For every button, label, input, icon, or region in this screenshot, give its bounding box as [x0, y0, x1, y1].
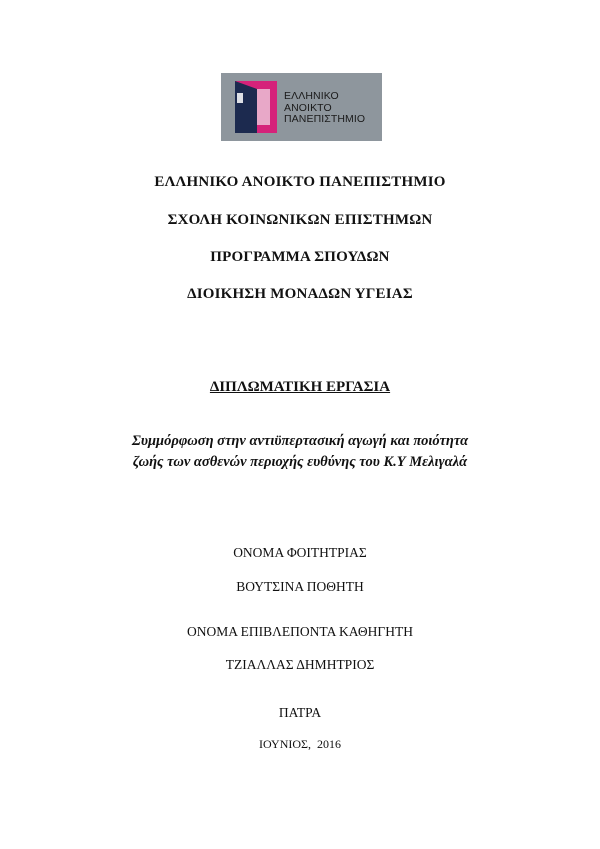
- logo-line-2: ΑΝΟΙΚΤΟ: [284, 101, 332, 114]
- supervisor-label: ΟΝΟΜΑ ΕΠΙΒΛΕΠΟΝΤΑ ΚΑΘΗΓΗΤΗ: [187, 624, 413, 639]
- logo-text: [284, 91, 365, 126]
- university-logo: [221, 73, 382, 141]
- university-name: ΕΛΛΗΝΙΚΟ ΑΝΟΙΚΤΟ ΠΑΝΕΠΙΣΤΗΜΙΟ: [154, 174, 446, 190]
- student-name: ΒΟΥΤΣΙΝΑ ΠΟΘΗΤΗ: [236, 579, 364, 594]
- school-name: ΣΧΟΛΗ ΚΟΙΝΩΝΙΚΩΝ ΕΠΙΣΤΗΜΩΝ: [167, 212, 433, 228]
- date: ΙΟΥΝΙΟΣ, 2016: [258, 737, 342, 751]
- program-field: ΔΙΟΙΚΗΣΗ ΜΟΝΑΔΩΝ ΥΓΕΙΑΣ: [187, 286, 413, 302]
- thesis-label: ΔΙΠΛΩΜΑΤΙΚΗ ΕΡΓΑΣΙΑ: [209, 379, 391, 395]
- logo-line-3: ΠΑΝΕΠΙΣΤΗΜΙΟ: [284, 113, 366, 125]
- supervisor-name: ΤΖΙΑΛΛΑΣ ΔΗΜΗΤΡΙΟΣ: [225, 657, 375, 672]
- student-label: ΟΝΟΜΑ ΦΟΙΤΗΤΡΙΑΣ: [233, 545, 367, 560]
- thesis-title-line-2: ζωής των ασθενών περιοχής ευθύνης του Κ.Υ Μελιγαλά: [132, 454, 468, 470]
- logo-line-1: ΕΛΛΗΝΙΚΟ: [284, 90, 339, 102]
- city: ΠΑΤΡΑ: [278, 705, 322, 720]
- thesis-title-line-1: Συμμόρφωση στην αντιϋπερτασική αγωγή και ποιότητα: [131, 433, 469, 449]
- program-label: ΠΡΟΓΡΑΜΜΑ ΣΠΟΥΔΩΝ: [210, 249, 390, 265]
